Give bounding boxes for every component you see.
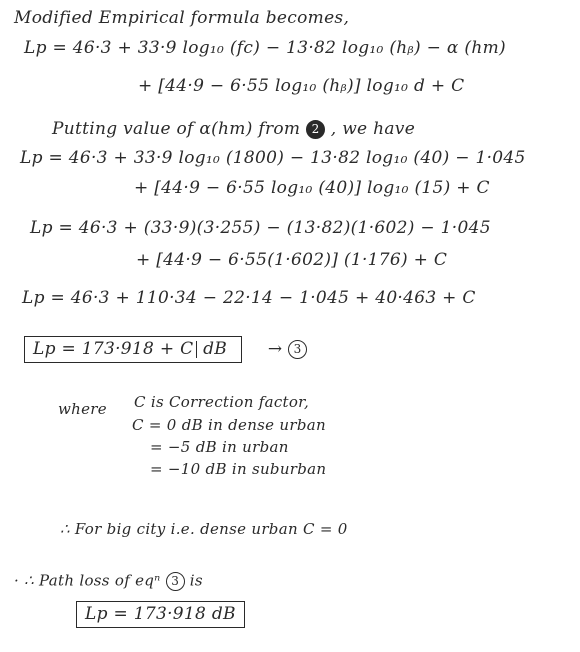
result-box	[24, 336, 242, 363]
evaluated-line-1: Lp = 46·3 + (33·9)(3·255) − (13·82)(1·602) − 1·045	[30, 218, 491, 238]
final-result	[76, 606, 245, 623]
equation-ref-marker: 2	[306, 120, 325, 139]
boxed-result-line	[24, 340, 307, 359]
is-label: is	[189, 571, 203, 590]
c-dense-urban: C = 0 dB in dense urban	[132, 416, 326, 434]
substituted-line-2: + [44·9 − 6·55 log₁₀ (40)] log₁₀ (15) + C	[134, 178, 490, 198]
big-city-line: ∴ For big city i.e. dense urban C = 0	[60, 520, 348, 538]
substituted-line-1: Lp = 46·3 + 33·9 log₁₀ (1800) − 13·82 log₁₀ (40) − 1·045	[20, 148, 526, 168]
c-suburban: = −10 dB in suburban	[150, 460, 327, 478]
correction-factor-text: C is Correction factor,	[134, 393, 310, 411]
arrow-icon: →	[267, 339, 283, 359]
formula-line-1: Lp = 46·3 + 33·9 log₁₀ (fc) − 13·82 log₁₀ (hᵦ) − α (hm)	[24, 38, 506, 58]
we-have-label: , we have	[330, 119, 416, 139]
result-value: 173·918 + C	[82, 341, 198, 358]
equation-ref-3: 3	[166, 572, 185, 591]
formula-line-2: + [44·9 − 6·55 log₁₀ (hᵦ)] log₁₀ d + C	[138, 76, 465, 96]
path-loss-label: · ∴ Path loss of eqⁿ	[14, 571, 161, 590]
putting-value-label: Putting value of α(hm) from	[52, 119, 301, 139]
result-lp-label: Lp =	[33, 339, 82, 359]
where-label: where	[58, 400, 107, 418]
result-unit: dB	[203, 339, 228, 359]
putting-value-text	[52, 120, 415, 139]
heading-modified-formula: Modified Empirical formula becomes,	[14, 8, 350, 28]
c-urban: = −5 dB in urban	[150, 438, 289, 456]
summed-line: Lp = 46·3 + 110·34 − 22·14 − 1·045 + 40·463 + C	[22, 288, 476, 308]
final-result-box: Lp = 173·918 dB	[76, 601, 245, 628]
path-loss-line	[14, 572, 203, 591]
equation-number-3: 3	[288, 340, 307, 359]
evaluated-line-2: + [44·9 − 6·55(1·602)] (1·176) + C	[136, 250, 448, 270]
